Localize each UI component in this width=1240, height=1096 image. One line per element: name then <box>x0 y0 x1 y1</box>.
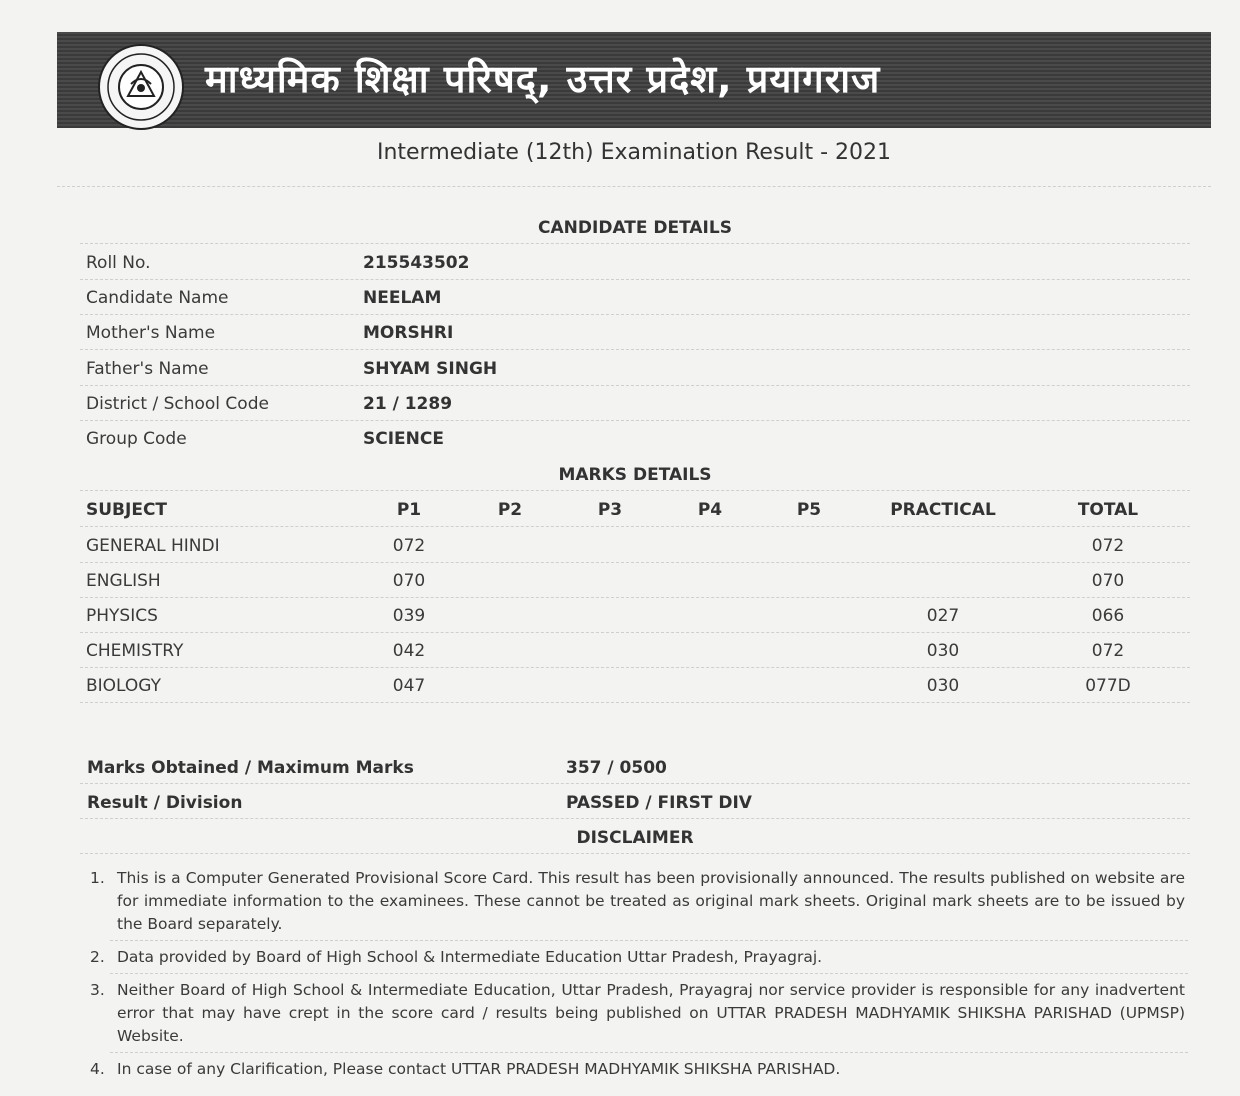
disclaimer-text: In case of any Clarification, Please contact UTTAR PRADESH MADHYAMIK SHIKSHA PARISHAD. <box>117 1060 841 1078</box>
disclaimer-item <box>90 867 1185 936</box>
marks-cell: 066 <box>1091 605 1125 626</box>
candidate-field-label: District / School Code <box>86 393 269 414</box>
divider <box>80 243 1190 244</box>
divider <box>80 632 1190 633</box>
candidate-field-value: NEELAM <box>363 288 442 309</box>
divider <box>80 667 1190 668</box>
marks-cell: 072 <box>1091 535 1125 556</box>
column-header: P3 <box>597 500 623 520</box>
divider <box>80 853 1190 854</box>
divider <box>80 420 1190 421</box>
disclaimer-text: This is a Computer Generated Provisional Score Card. This result has been provisionally announced. The results published on website are for immediate information to the examinees. These cannot be treated as original mark sheets. Original mark sheets are to be issued by the Board separately. <box>117 869 1185 933</box>
divider <box>80 385 1190 386</box>
marks-details-heading: MARKS DETAILS <box>558 465 712 485</box>
candidate-field-value: 215543502 <box>363 253 470 273</box>
result-value: PASSED / FIRST DIV <box>566 793 752 813</box>
marks-cell: 042 <box>392 641 426 662</box>
marks-cell: 047 <box>392 676 426 697</box>
divider <box>80 349 1190 350</box>
subject-name: GENERAL HINDI <box>86 535 220 556</box>
marks-obtained-label: Marks Obtained / Maximum Marks <box>87 758 414 778</box>
disclaimer-number: 2. <box>90 948 105 966</box>
disclaimer-item <box>90 979 1185 1048</box>
marks-cell: 027 <box>926 605 960 626</box>
marks-cell: 077D <box>1085 676 1131 697</box>
candidate-field-value: MORSHRI <box>363 323 454 344</box>
divider <box>80 279 1190 280</box>
column-header: PRACTICAL <box>890 500 996 520</box>
candidate-field-label: Roll No. <box>86 253 151 273</box>
candidate-field-value: SHYAM SINGH <box>363 358 498 379</box>
subject-name: CHEMISTRY <box>86 641 184 662</box>
candidate-field-label: Mother's Name <box>86 323 216 344</box>
disclaimer-text: Data provided by Board of High School & Intermediate Education Uttar Pradesh, Prayagraj. <box>117 948 823 966</box>
disclaimer-item <box>90 946 1185 969</box>
divider <box>80 783 1190 784</box>
marks-cell: 070 <box>1091 570 1125 591</box>
exam-title: Intermediate (12th) Examination Result - 2021 <box>376 140 892 165</box>
subject-name: ENGLISH <box>86 570 161 591</box>
disclaimer-number: 3. <box>90 981 105 999</box>
divider <box>80 490 1190 491</box>
marks-cell: 072 <box>1091 641 1125 662</box>
candidate-field-label: Father's Name <box>86 358 209 379</box>
marks-cell: 070 <box>392 570 426 591</box>
subject-name: BIOLOGY <box>86 676 162 697</box>
marks-cell: 039 <box>392 605 426 626</box>
candidate-field-label: Group Code <box>86 429 187 449</box>
divider <box>110 1052 1188 1053</box>
column-header: SUBJECT <box>86 500 168 520</box>
marks-cell: 030 <box>926 641 960 662</box>
divider <box>80 702 1190 703</box>
column-header: P2 <box>497 500 523 520</box>
disclaimer-number: 1. <box>90 869 105 887</box>
marks-cell: 072 <box>392 535 426 556</box>
disclaimer-text: Neither Board of High School & Intermediate Education, Uttar Pradesh, Prayagraj nor service provider is responsible for any inadvertent error that may have crept in the score card / results being published on UTTAR PRADESH MADHYAMIK SHIKSHA PARISHAD (UPMSP) Website. <box>117 981 1185 1045</box>
divider <box>80 526 1190 527</box>
marks-cell: 030 <box>926 676 960 697</box>
divider <box>110 973 1188 974</box>
divider <box>80 314 1190 315</box>
column-header: P5 <box>796 500 822 520</box>
board-name: माध्यमिक शिक्षा परिषद्, उत्तर प्रदेश, प्रयागराज <box>205 57 881 101</box>
column-header: P4 <box>697 500 723 520</box>
disclaimer-item <box>90 1058 1185 1081</box>
disclaimer-number: 4. <box>90 1060 105 1078</box>
candidate-field-value: SCIENCE <box>363 429 444 449</box>
column-header: P1 <box>396 500 422 520</box>
column-header: TOTAL <box>1077 500 1139 520</box>
candidate-field-value: 21 / 1289 <box>363 393 453 414</box>
result-label: Result / Division <box>87 793 243 813</box>
divider <box>80 597 1190 598</box>
divider <box>57 186 1211 187</box>
divider <box>80 562 1190 563</box>
candidate-details-heading: CANDIDATE DETAILS <box>538 218 732 238</box>
divider <box>80 818 1190 819</box>
board-seal-icon <box>98 44 184 130</box>
disclaimer-heading: DISCLAIMER <box>576 828 694 848</box>
candidate-field-label: Candidate Name <box>86 288 229 309</box>
divider <box>110 940 1188 941</box>
marks-obtained-value: 357 / 0500 <box>566 758 667 778</box>
subject-name: PHYSICS <box>86 605 158 626</box>
